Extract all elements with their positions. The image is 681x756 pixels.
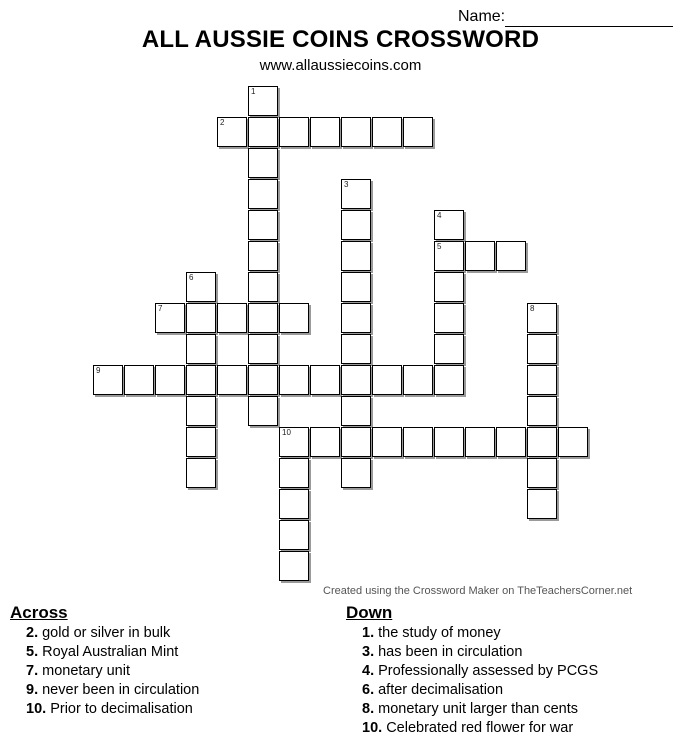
crossword-cell[interactable] bbox=[341, 458, 371, 488]
crossword-cell[interactable] bbox=[527, 334, 557, 364]
crossword-cell[interactable] bbox=[217, 117, 247, 147]
crossword-cell[interactable] bbox=[372, 365, 402, 395]
clue-text: gold or silver in bulk bbox=[38, 625, 171, 641]
across-clue bbox=[26, 681, 199, 700]
crossword-cell[interactable] bbox=[341, 303, 371, 333]
crossword-cell[interactable] bbox=[248, 179, 278, 209]
across-clue bbox=[26, 643, 178, 662]
crossword-cell[interactable] bbox=[186, 458, 216, 488]
crossword-cell[interactable] bbox=[434, 272, 464, 302]
crossword-cell[interactable] bbox=[558, 427, 588, 457]
crossword-cell[interactable] bbox=[527, 365, 557, 395]
crossword-cell[interactable] bbox=[434, 303, 464, 333]
crossword-cell[interactable] bbox=[217, 303, 247, 333]
crossword-cell[interactable] bbox=[124, 365, 154, 395]
clue-num: 5. bbox=[26, 644, 39, 660]
crossword-cell[interactable] bbox=[496, 427, 526, 457]
clue-text: monetary unit bbox=[38, 663, 130, 679]
crossword-cell[interactable] bbox=[186, 427, 216, 457]
crossword-cell[interactable] bbox=[248, 241, 278, 271]
clue-number: 2 bbox=[220, 118, 225, 127]
crossword-cell[interactable] bbox=[310, 117, 340, 147]
crossword-cell[interactable] bbox=[341, 272, 371, 302]
down-clue bbox=[362, 624, 501, 643]
across-heading: Across bbox=[10, 603, 68, 622]
clue-text: the study of money bbox=[374, 625, 501, 641]
crossword-cell[interactable] bbox=[341, 365, 371, 395]
crossword-cell[interactable] bbox=[248, 334, 278, 364]
crossword-cell[interactable] bbox=[310, 365, 340, 395]
crossword-cell[interactable] bbox=[93, 365, 123, 395]
crossword-cell[interactable] bbox=[403, 365, 433, 395]
clue-number: 3 bbox=[344, 180, 349, 189]
clue-number: 9 bbox=[96, 366, 101, 375]
clue-text: after decimalisation bbox=[374, 682, 504, 698]
crossword-cell[interactable] bbox=[279, 365, 309, 395]
clue-number: 1 bbox=[251, 87, 256, 96]
crossword-cell[interactable] bbox=[434, 334, 464, 364]
crossword-cell[interactable] bbox=[341, 396, 371, 426]
crossword-cell[interactable] bbox=[186, 365, 216, 395]
crossword-cell[interactable] bbox=[341, 210, 371, 240]
crossword-cell[interactable] bbox=[527, 303, 557, 333]
crossword-cell[interactable] bbox=[403, 427, 433, 457]
clue-number: 4 bbox=[437, 211, 442, 220]
crossword-cell[interactable] bbox=[434, 427, 464, 457]
clue-num: 1. bbox=[362, 625, 375, 641]
clue-text: Royal Australian Mint bbox=[38, 644, 179, 660]
page-title: ALL AUSSIE COINS CROSSWORD bbox=[141, 26, 540, 53]
crossword-cell[interactable] bbox=[155, 303, 185, 333]
crossword-cell[interactable] bbox=[496, 241, 526, 271]
down-heading: Down bbox=[346, 603, 393, 622]
crossword-cell[interactable] bbox=[279, 427, 309, 457]
crossword-cell[interactable] bbox=[248, 117, 278, 147]
clue-num: 9. bbox=[26, 682, 39, 698]
clue-num: 6. bbox=[362, 682, 375, 698]
crossword-cell[interactable] bbox=[434, 241, 464, 271]
crossword-cell[interactable] bbox=[248, 210, 278, 240]
crossword-cell[interactable] bbox=[465, 241, 495, 271]
across-clue bbox=[26, 662, 130, 681]
clue-num: 10. bbox=[362, 720, 383, 736]
clue-text: has been in circulation bbox=[374, 644, 523, 660]
crossword-cell[interactable] bbox=[279, 551, 309, 581]
crossword-cell[interactable] bbox=[434, 365, 464, 395]
crossword-cell[interactable] bbox=[248, 272, 278, 302]
crossword-cell[interactable] bbox=[186, 272, 216, 302]
clue-number: 7 bbox=[158, 304, 163, 313]
crossword-cell[interactable] bbox=[341, 241, 371, 271]
crossword-cell[interactable] bbox=[279, 117, 309, 147]
crossword-cell[interactable] bbox=[279, 303, 309, 333]
across-clue bbox=[26, 624, 170, 643]
across-clue bbox=[26, 700, 193, 719]
clue-num: 8. bbox=[362, 701, 375, 717]
crossword-cell[interactable] bbox=[279, 489, 309, 519]
clue-number: 5 bbox=[437, 242, 442, 251]
clue-text: Professionally assessed by PCGS bbox=[374, 663, 599, 679]
crossword-cell[interactable] bbox=[248, 303, 278, 333]
crossword-cell[interactable] bbox=[527, 489, 557, 519]
crossword-cell[interactable] bbox=[527, 396, 557, 426]
clue-num: 10. bbox=[26, 701, 47, 717]
crossword-cell[interactable] bbox=[186, 303, 216, 333]
crossword-cell[interactable] bbox=[465, 427, 495, 457]
crossword-cell[interactable] bbox=[248, 148, 278, 178]
clue-text: never been in circulation bbox=[38, 682, 200, 698]
crossword-cell[interactable] bbox=[434, 210, 464, 240]
clue-num: 2. bbox=[26, 625, 39, 641]
down-clue bbox=[362, 700, 578, 719]
down-clue bbox=[362, 719, 573, 738]
crossword-cell[interactable] bbox=[279, 520, 309, 550]
crossword-cell[interactable] bbox=[527, 458, 557, 488]
clue-number: 6 bbox=[189, 273, 194, 282]
crossword-cell[interactable] bbox=[279, 458, 309, 488]
crossword-cell[interactable] bbox=[403, 117, 433, 147]
crossword-cell[interactable] bbox=[527, 427, 557, 457]
down-clue bbox=[362, 643, 522, 662]
credit-text: Created using the Crossword Maker on TheTeachersCorner.net bbox=[323, 585, 633, 597]
page-subtitle: www.allaussiecoins.com bbox=[259, 57, 422, 74]
crossword-cell[interactable] bbox=[248, 365, 278, 395]
name-label: Name: bbox=[458, 8, 506, 25]
crossword-cell[interactable] bbox=[372, 427, 402, 457]
crossword-cell[interactable] bbox=[341, 117, 371, 147]
crossword-cell[interactable] bbox=[248, 396, 278, 426]
clue-num: 7. bbox=[26, 663, 39, 679]
crossword-cell[interactable] bbox=[341, 334, 371, 364]
crossword-cell[interactable] bbox=[155, 365, 185, 395]
crossword-cell[interactable] bbox=[341, 179, 371, 209]
clue-number: 10 bbox=[282, 428, 291, 437]
clue-num: 4. bbox=[362, 663, 375, 679]
crossword-cell[interactable] bbox=[310, 427, 340, 457]
crossword-cell[interactable] bbox=[186, 396, 216, 426]
clue-text: Prior to decimalisation bbox=[46, 701, 193, 717]
clue-num: 3. bbox=[362, 644, 375, 660]
crossword-cell[interactable] bbox=[217, 365, 247, 395]
crossword-cell[interactable] bbox=[372, 117, 402, 147]
crossword-cell[interactable] bbox=[341, 427, 371, 457]
clue-text: monetary unit larger than cents bbox=[374, 701, 579, 717]
crossword-cell[interactable] bbox=[248, 86, 278, 116]
down-clue bbox=[362, 681, 503, 700]
down-clue bbox=[362, 662, 598, 681]
crossword-cell[interactable] bbox=[186, 334, 216, 364]
clue-text: Celebrated red flower for war bbox=[382, 720, 574, 736]
clue-number: 8 bbox=[530, 304, 535, 313]
